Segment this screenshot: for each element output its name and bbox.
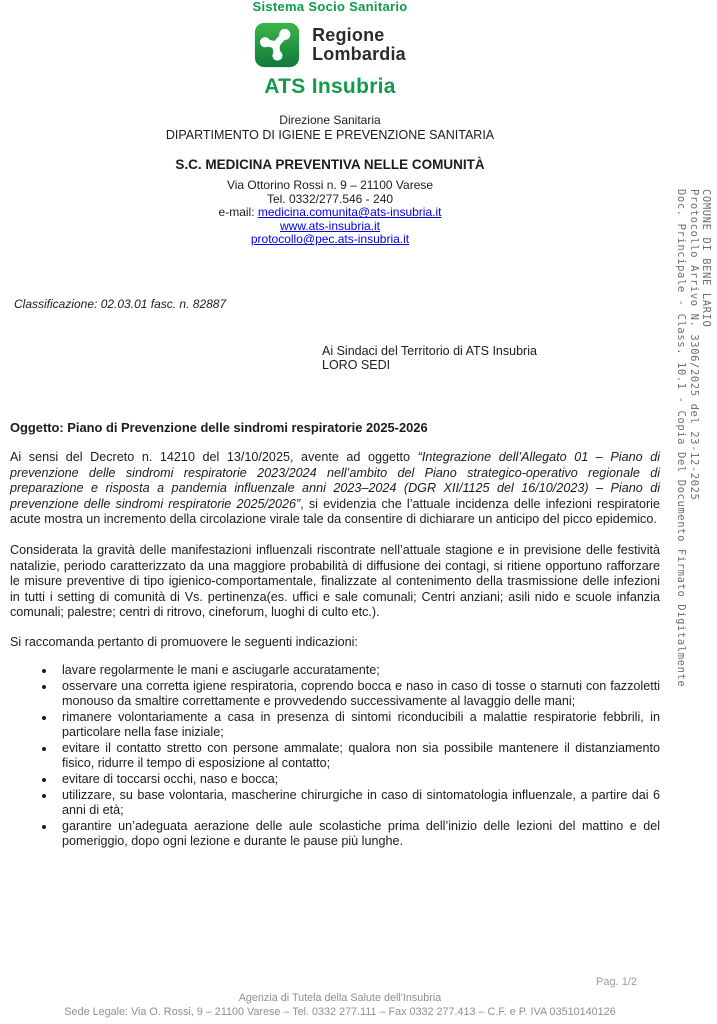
footer-legal-address: Sede Legale: Via O. Rossi, 9 – 21100 Varese – Tel. 0332 277.111 – Fax 0332 277.413 – C.F. e P. IVA 03510140126 xyxy=(64,1005,616,1018)
pec-line xyxy=(0,233,660,247)
stamp-comune: COMUNE DI BENE LARIO xyxy=(700,189,712,328)
direzione-sanitaria: Direzione Sanitaria xyxy=(279,113,381,127)
website-line xyxy=(0,220,660,234)
dipartimento-title: DIPARTIMENTO DI IGIENE E PREVENZIONE SANITARIA xyxy=(165,128,495,142)
protocol-stamp xyxy=(675,189,712,913)
list-item: • lavare regolarmente le mani e asciugarle accuratamente; xyxy=(56,663,660,679)
email-link[interactable]: medicina.comunita@ats-insubria.it xyxy=(257,205,442,220)
list-item: • rimanere volontariamente a casa in presenza di sintomi riconducibili a malattie respiratorie febbrili, in particolare nella fase iniziale; xyxy=(56,710,660,741)
list-item: • utilizzare, su base volontaria, mascherine chirurgiche in caso di sintomatologia influenzale, a partire dai 6 anni di età; xyxy=(56,788,660,819)
list-item: • osservare una corretta igiene respiratoria, coprendo bocca e naso in caso di tosse o starnuti con fazzoletti monouso da smaltire correttamente e provvedendo successivamente al lavaggio delle mani; xyxy=(56,679,660,710)
classification-line: Classificazione: 02.03.01 fasc. n. 82887 xyxy=(14,296,227,311)
list-item: • garantire un’adeguata aerazione delle aule scolastiche prima dell’inizio delle lezioni del mattino e del pomeriggio, dopo ogni lezione e durante le pause più lunghe. xyxy=(56,819,660,850)
paragraph-considerata: Considerata la gravità delle manifestazioni influenzali riscontrate nell’attuale stagione e in previsione delle festività natalizie, periodo caratterizzato da una maggiore probabilità di diffusione dei contagi, si ritiene opportuno rafforzare le misure preventive di tipo igienico-comportamentale, finalizzate al contenimento della trasmissione delle infezioni in tutti i setting di comunità di Vs. pertinenza(es. uffici e sale comunali; Centri anziani; asili nido e scuole infanzia comunali; palestre; centri di ritrovo, cineforum, luoghi di culto etc.). xyxy=(10,542,660,620)
email-label: e-mail: xyxy=(218,205,258,220)
sistema-socio-sanitario-text: Sistema Socio Sanitario xyxy=(252,0,408,14)
regione-word: Regione xyxy=(312,24,385,45)
rosa-camuna-icon xyxy=(254,22,300,68)
lombardia-word: Lombardia xyxy=(312,44,406,64)
recipient-line: Ai Sindaci del Territorio di ATS Insubria xyxy=(322,343,537,358)
recipient-sedi: LORO SEDI xyxy=(322,358,391,373)
phone-number: Tel. 0332/277.546 - 240 xyxy=(266,191,394,206)
stamp-doc-info: Doc. Principale - Class. 10.1 - Copia Del Documento Firmato Digitalmente xyxy=(675,189,688,688)
street-address: Via Ottorino Rossi n. 9 – 21100 Varese xyxy=(226,178,434,192)
regione-lombardia-wordmark xyxy=(312,26,406,65)
pec-link[interactable]: protocollo@pec.ats-insubria.it xyxy=(250,232,410,247)
paragraph-decree-post: , si evidenzia che l’attuale incidenza delle infezioni respiratorie acute mostra un incremento della circolazione virale tale da consentire di dichiarare un anticipo del picco epidemico. xyxy=(10,496,660,527)
paragraph-decree-quote: “Integrazione dell’Allegato 01 – Piano di prevenzione delle sindromi respiratorie 2023/2024 nell’ambito del Piano strategico-operativo regionale di preparazione e risposta a pandemia influenzale anni 2023–2024 (DGR XII/1125 del 16/10/2023) – Piano di prevenzione delle sindromi respiratorie 2025/2026” xyxy=(10,449,660,511)
list-item: • evitare di toccarsi occhi, naso e bocca; xyxy=(56,772,660,788)
ats-insubria-wordmark: ATS Insubria xyxy=(264,75,396,98)
recipient-block xyxy=(322,344,717,373)
list-item: • evitare il contatto stretto con persone ammalate; qualora non sia possibile mantenere il distanziamento fisico, ridurre il tempo di esposizione al contatto; xyxy=(56,741,660,772)
subject-line: Oggetto: Piano di Prevenzione delle sindromi respiratorie 2025-2026 xyxy=(10,419,428,435)
letterhead xyxy=(0,0,660,247)
paragraph-decree xyxy=(10,450,660,528)
struttura-title: S.C. MEDICINA PREVENTIVA NELLE COMUNITÀ xyxy=(175,157,485,172)
paragraph-decree-pre: Ai sensi del Decreto n. 14210 del 13/10/2025, avente ad oggetto xyxy=(10,449,418,464)
recommendations-list xyxy=(10,663,660,850)
email-line xyxy=(0,206,660,220)
footer xyxy=(0,992,680,1019)
website-link[interactable]: www.ats-insubria.it xyxy=(279,218,381,233)
stamp-protocollo: Protocollo Arrivo N. 3306/2025 del 23-12-2025 xyxy=(687,189,700,501)
footer-agency-name: Agenzia di Tutela della Salute dell'Insubria xyxy=(238,992,442,1004)
regione-lombardia-logo xyxy=(0,22,660,68)
contact-block xyxy=(0,179,660,247)
page-number: Pag. 1/2 xyxy=(596,976,637,988)
recommendations-lead-in: Si raccomanda pertanto di promuovere le seguenti indicazioni: xyxy=(10,634,358,649)
